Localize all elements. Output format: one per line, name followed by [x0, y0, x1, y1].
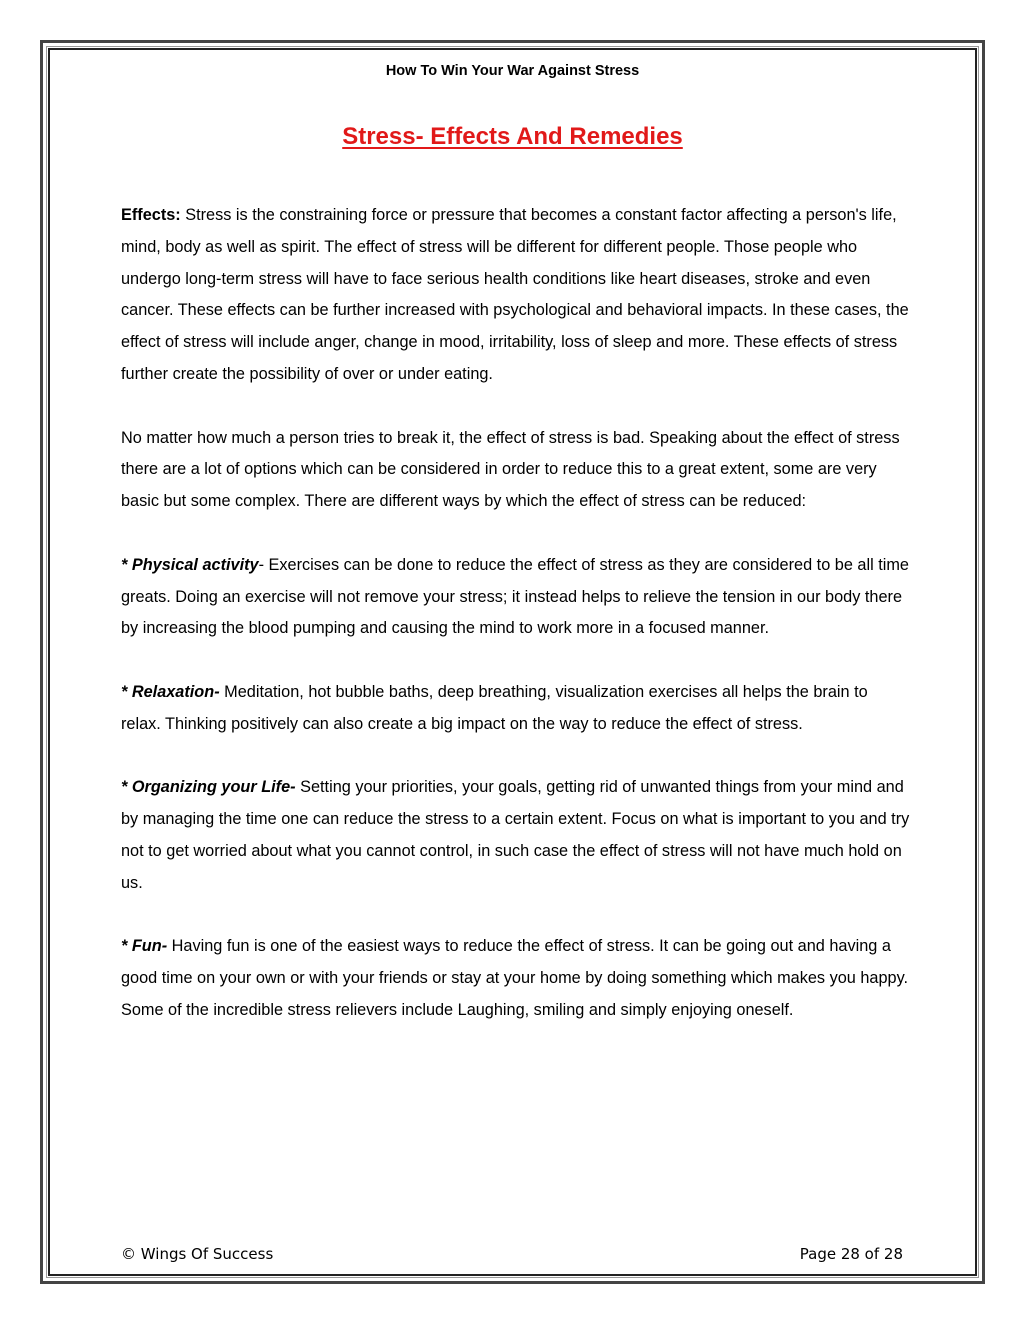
- page-title: Stress- Effects And Remedies: [342, 123, 683, 150]
- paragraph-text: Having fun is one of the easiest ways to reduce the effect of stress. It can be going out and having a good time on your own or with your friends or stay at your home by doing something which makes you happy. Some of the incredible stress relievers include Laughing, smiling and simply enjoying oneself.: [121, 937, 909, 1019]
- paragraph-lead: * Physical activity: [121, 555, 259, 574]
- paragraph-relaxation: [121, 677, 911, 741]
- running-header: How To Win Your War Against Stress: [385, 63, 640, 79]
- paragraph-text: Setting your priorities, your goals, getting rid of unwanted things from your mind and by managing the time one can reduce the stress to a certain extent. Focus on what is important to you and try not to get worried about what you cannot control, in such case the effect of stress will not have much hold on us.: [121, 778, 910, 892]
- paragraph-text: No matter how much a person tries to break it, the effect of stress is bad. Speaking about the effect of stress there are a lot of options which can be considered in order to reduce this to a great extent, some are very basic but some complex. There are different ways by which the effect of stress can be reduced:: [121, 428, 900, 511]
- paragraph-intro: [121, 423, 911, 518]
- paragraph-fun: [121, 931, 911, 1026]
- document-body: [121, 200, 911, 1059]
- paragraph-effects: [121, 200, 911, 391]
- page-frame: [40, 40, 985, 1284]
- paragraph-lead: * Fun-: [121, 937, 168, 956]
- paragraph-lead: * Organizing your Life-: [121, 778, 296, 797]
- paragraph-lead: * Relaxation-: [121, 682, 220, 701]
- paragraph-organizing: [121, 772, 911, 899]
- paragraph-text: - Exercises can be done to reduce the effect of stress as they are considered to be all time greats. Doing an exercise will not remove your stress; it instead helps to relieve the tension in our body there by increasing the blood pumping and causing the mind to work more in a focused manner.: [121, 555, 909, 638]
- page-footer: [121, 1245, 903, 1263]
- copyright-text: © Wings Of Success: [121, 1245, 274, 1263]
- paragraph-text: Meditation, hot bubble baths, deep breathing, visualization exercises all helps the brain to relax. Thinking positively can also create a big impact on the way to reduce the effect of stress.: [121, 682, 868, 733]
- paragraph-lead: Effects:: [121, 206, 181, 224]
- paragraph-text: Stress is the constraining force or pressure that becomes a constant factor affecting a person's life, mind, body as well as spirit. The effect of stress will be different for different people. Those people who undergo long-term stress will have to face serious health conditions like heart diseases, stroke and even cancer. These effects can be further increased with psychological and behavioral impacts. In these cases, the effect of stress will include anger, change in mood, irritability, loss of sleep and more. These effects of stress further create the possibility of over or under eating.: [121, 206, 909, 383]
- page-number: Page 28 of 28: [799, 1245, 903, 1263]
- paragraph-physical-activity: [121, 550, 911, 645]
